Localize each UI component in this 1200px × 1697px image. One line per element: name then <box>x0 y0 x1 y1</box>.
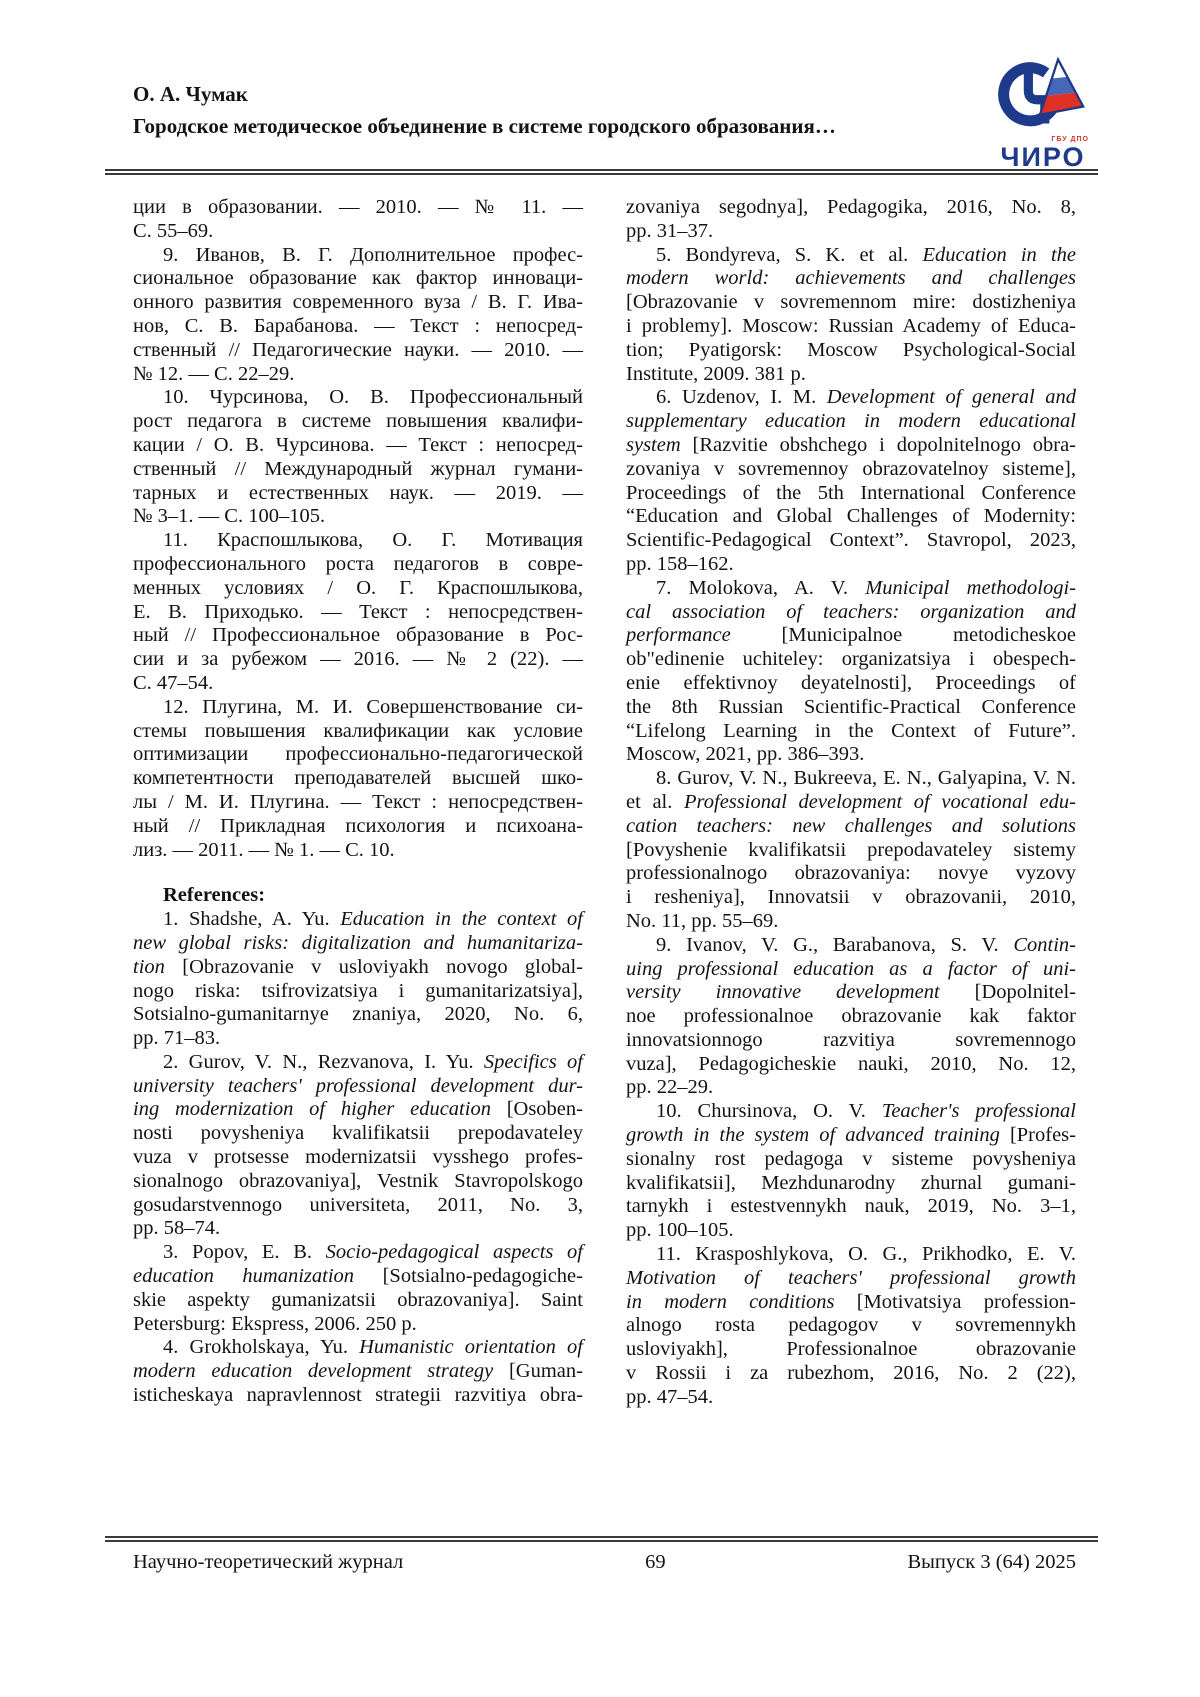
text-line: enie effektivnoy deyatelnosti], Proceedings of <box>626 671 1076 694</box>
text-line: оптимизации профессионально-педагогической <box>133 743 583 766</box>
footer-journal-type: Научно-теоретический журнал <box>133 1551 404 1573</box>
text-line: tion [Obrazovanie v usloviyakh novogo global- <box>133 955 583 978</box>
text-line: 4. Grokholskaya, Yu. Humanistic orientation of <box>163 1336 583 1359</box>
text-line: стемы повышения квалификации как условие <box>133 719 583 742</box>
ref-en-9 <box>626 934 1076 1101</box>
text-line: 9. Иванов, В. Г. Дополнительное профес- <box>163 243 583 266</box>
text-line: 10. Чурсинова, О. В. Профессиональный <box>163 386 583 409</box>
text-line: профессионального роста педагогов в совре- <box>133 552 583 575</box>
text-line: ob"edinenie uchiteley: organizatsiya i obespech- <box>626 648 1076 671</box>
text-line: cation teachers: new challenges and solutions <box>626 814 1076 837</box>
text-line: uing professional education as a factor of uni- <box>626 957 1076 980</box>
text-line: 11. Краспошлыкова, О. Г. Мотивация <box>163 529 583 552</box>
text-line: performance [Municipalnoe metodicheskoe <box>626 624 1076 647</box>
text-line: сии и за рубежом — 2016. — № 2 (22). — <box>133 648 583 671</box>
text-line: С. 47–54. <box>133 671 214 694</box>
text-line: kvalifikatsii], Mezhdunarodny zhurnal gumani- <box>626 1171 1076 1194</box>
chiro-logo-icon <box>993 54 1093 140</box>
text-line: innovatsionnogo razvitiya sovremennogo <box>626 1028 1076 1051</box>
ref-en-5 <box>626 244 1076 387</box>
text-line: nogo riska: tsifrovizatsiya i gumanitarizatsiya], <box>133 979 583 1002</box>
text-line: 3. Popov, E. B. Socio-pedagogical aspects of <box>163 1241 583 1264</box>
text-line: ing modernization of higher education [Osoben- <box>133 1098 583 1121</box>
text-line: pp. 22–29. <box>626 1076 714 1099</box>
text-line: 2. Gurov, V. N., Rezvanova, I. Yu. Specifics of <box>163 1050 583 1073</box>
text-line: Scientific-Pedagogical Context”. Stavropol, 2023, <box>626 529 1076 552</box>
text-line: versity innovative development [Dopolnitel- <box>626 981 1076 1004</box>
text-line: ции в образовании. — 2010. — № 11. — <box>133 196 583 218</box>
text-line: skie aspekty gumanizatsii obrazovaniya]. Saint <box>133 1288 583 1311</box>
text-line: Institute, 2009. 381 p. <box>626 362 806 385</box>
ref-ru-12 <box>133 696 583 863</box>
ref-en-1 <box>133 908 583 1051</box>
text-line: онного развития современного вуза / В. Г. Ива- <box>133 291 583 314</box>
text-line: vuza v protsesse modernizatsii vysshego profes- <box>133 1146 583 1169</box>
text-line: isticheskaya napravlennost strategii razvitiya obra- <box>133 1384 583 1407</box>
text-line: 11. Krasposhlykova, O. G., Prikhodko, E. V. <box>656 1243 1076 1266</box>
text-line: et al. Professional development of vocational edu- <box>626 790 1076 813</box>
logo-org-caption: ГБУ ДПО <box>1051 136 1089 143</box>
text-line: ственный // Международный журнал гумани- <box>133 457 583 480</box>
text-line: ственный // Педагогические науки. — 2010. — <box>133 338 583 361</box>
text-line: education humanization [Sotsialno-pedagogiche- <box>133 1265 583 1288</box>
text-line: sionalnogo obrazovaniya], Vestnik Stavropolskogo <box>133 1169 583 1192</box>
header-rule <box>105 169 1098 175</box>
ref-en-10 <box>626 1100 1076 1243</box>
ref-en-11 <box>626 1243 1076 1410</box>
ref-ru-11 <box>133 529 583 696</box>
text-line: [Povyshenie kvalifikatsii prepodavateley sistemy <box>626 838 1076 861</box>
text-line: 9. Ivanov, V. G., Barabanova, S. V. Contin- <box>656 933 1076 956</box>
text-line: growth in the system of advanced training [Profes- <box>626 1124 1076 1147</box>
text-line: “Education and Global Challenges of Modernity: <box>626 505 1076 528</box>
text-line: 7. Molokova, A. V. Municipal methodologi- <box>656 576 1076 599</box>
journal-logo <box>993 54 1093 171</box>
ref-ru-9 <box>133 244 583 387</box>
text-line: No. 11, pp. 55–69. <box>626 909 779 932</box>
text-line: лиз. — 2011. — № 1. — С. 10. <box>133 838 395 861</box>
text-line: Proceedings of the 5th International Conference <box>626 481 1076 504</box>
text-line: university teachers' professional development dur- <box>133 1074 583 1097</box>
text-line: 12. Плугина, М. И. Совершенствование си- <box>163 695 583 718</box>
logo-org-name: ЧИРО <box>1000 142 1086 172</box>
text-line: 8. Gurov, V. N., Bukreeva, E. N., Galyapina, V. N. <box>656 767 1076 790</box>
text-line: Motivation of teachers' professional growth <box>626 1266 1076 1289</box>
text-line: References: <box>163 884 266 907</box>
text-line: professionalnogo obrazovaniya: novye vyzovy <box>626 862 1076 885</box>
text-line: i problemy]. Moscow: Russian Academy of Educa- <box>626 314 1076 337</box>
text-line: pp. 31–37. <box>626 219 714 242</box>
text-line: компетентности преподавателей высшей шко- <box>133 767 583 790</box>
text-line: pp. 47–54. <box>626 1385 714 1408</box>
text-line: usloviyakh], Professionalnoe obrazovanie <box>626 1338 1076 1361</box>
text-line: system [Razvitie obshchego i dopolnitelnogo obra- <box>626 433 1076 456</box>
footer-rule <box>105 1536 1098 1542</box>
ref-en-2 <box>133 1051 583 1241</box>
text-line: Sotsialno-gumanitarnye znaniya, 2020, No. 6, <box>133 1003 583 1026</box>
text-line: new global risks: digitalization and humanitariza- <box>133 931 583 954</box>
text-line: sionalny rost pedagoga v sisteme povysheniya <box>626 1147 1076 1170</box>
text-line: Petersburg: Ekspress, 2006. 250 p. <box>133 1312 417 1335</box>
text-line: “Lifelong Learning in the Context of Future”. <box>626 719 1076 742</box>
text-line: 6. Uzdenov, I. M. Development of general and <box>656 386 1076 409</box>
text-line: the 8th Russian Scientific-Practical Conference <box>626 695 1076 718</box>
text-line: № 12. — С. 22–29. <box>133 362 295 385</box>
ref-ru-10 <box>133 386 583 529</box>
text-line: nosti povysheniya kvalifikatsii prepodavateley <box>133 1122 583 1145</box>
text-line: рост педагога в системе повышения квалифи- <box>133 410 583 433</box>
text-line: 10. Chursinova, O. V. Teacher's professional <box>656 1100 1076 1123</box>
text-line: zovaniya v sovremennoy obrazovatelnoy sisteme], <box>626 457 1076 480</box>
references-heading <box>133 884 583 908</box>
text-line: noe professionalnoe obrazovanie kak faktor <box>626 1005 1076 1028</box>
text-line: 5. Bondyreva, S. K. et al. Education in the <box>656 243 1076 266</box>
text-line: alnogo rosta pedagogov v sovremennykh <box>626 1314 1076 1337</box>
running-head-title: Городское методическое объединение в системе городского образования… <box>133 114 836 138</box>
text-line: кации / О. В. Чурсинова. — Текст : непосред- <box>133 433 583 456</box>
text-line: zovaniya segodnya], Pedagogika, 2016, No. 8, <box>626 196 1076 218</box>
text-line: ный // Прикладная психология и психоана- <box>133 814 583 837</box>
ref-en-7 <box>626 577 1076 767</box>
running-head-author: О. А. Чумак <box>133 82 248 106</box>
left-column <box>133 196 583 1408</box>
text-line: in modern conditions [Motivatsiya profession- <box>626 1290 1076 1313</box>
text-line: tion; Pyatigorsk: Moscow Psychological-Social <box>626 338 1076 361</box>
ref-en-6 <box>626 386 1076 576</box>
text-line: сиональное образование как фактор инноваци- <box>133 267 583 290</box>
text-line: [Obrazovanie v sovremennom mire: dostizheniya <box>626 291 1076 314</box>
text-line: modern education development strategy [Guman- <box>133 1360 583 1383</box>
text-line: С. 55–69. <box>133 219 214 242</box>
ref-en-4 <box>133 1336 583 1407</box>
text-line: ный // Профессиональное образование в Рос- <box>133 624 583 647</box>
text-line: pp. 71–83. <box>133 1027 221 1050</box>
text-line: pp. 100–105. <box>626 1219 734 1242</box>
right-column <box>626 196 1076 1410</box>
ref-en-4-cont <box>626 196 1076 244</box>
text-line: 1. Shadshe, A. Yu. Education in the context of <box>163 908 583 931</box>
text-line: i resheniya], Innovatsii v obrazovanii, 2010, <box>626 886 1076 909</box>
text-line: supplementary education in modern educational <box>626 410 1076 433</box>
text-line: pp. 58–74. <box>133 1217 221 1240</box>
text-line: Moscow, 2021, pp. 386–393. <box>626 743 865 766</box>
ref-ru-8-cont <box>133 196 583 244</box>
text-line: vuza], Pedagogicheskie nauki, 2010, No. 12, <box>626 1052 1076 1075</box>
footer <box>133 1551 1076 1574</box>
text-line: нов, С. В. Барабанова. — Текст : непосред- <box>133 314 583 337</box>
text-line: v Rossii i za rubezhom, 2016, No. 2 (22), <box>626 1362 1076 1385</box>
text-line: тарных и естественных наук. — 2019. — <box>133 481 583 504</box>
text-line: Е. В. Приходько. — Текст : непосредствен- <box>133 600 583 623</box>
text-line: tarnykh i estestvennykh nauk, 2019, No. 3–1, <box>626 1195 1076 1218</box>
ref-en-8 <box>626 767 1076 934</box>
text-line: cal association of teachers: organization and <box>626 600 1076 623</box>
footer-issue: Выпуск 3 (64) 2025 <box>907 1551 1076 1573</box>
text-line: gosudarstvennogo universiteta, 2011, No. 3, <box>133 1193 583 1216</box>
ref-en-3 <box>133 1241 583 1336</box>
text-line: pp. 158–162. <box>626 552 734 575</box>
text-line: № 3–1. — С. 100–105. <box>133 505 326 528</box>
text-line: modern world: achievements and challenges <box>626 267 1076 290</box>
footer-page-number: 69 <box>645 1551 666 1573</box>
text-line: лы / М. И. Плугина. — Текст : непосредствен- <box>133 790 583 813</box>
text-line: менных условиях / О. Г. Краспошлыкова, <box>133 576 583 599</box>
